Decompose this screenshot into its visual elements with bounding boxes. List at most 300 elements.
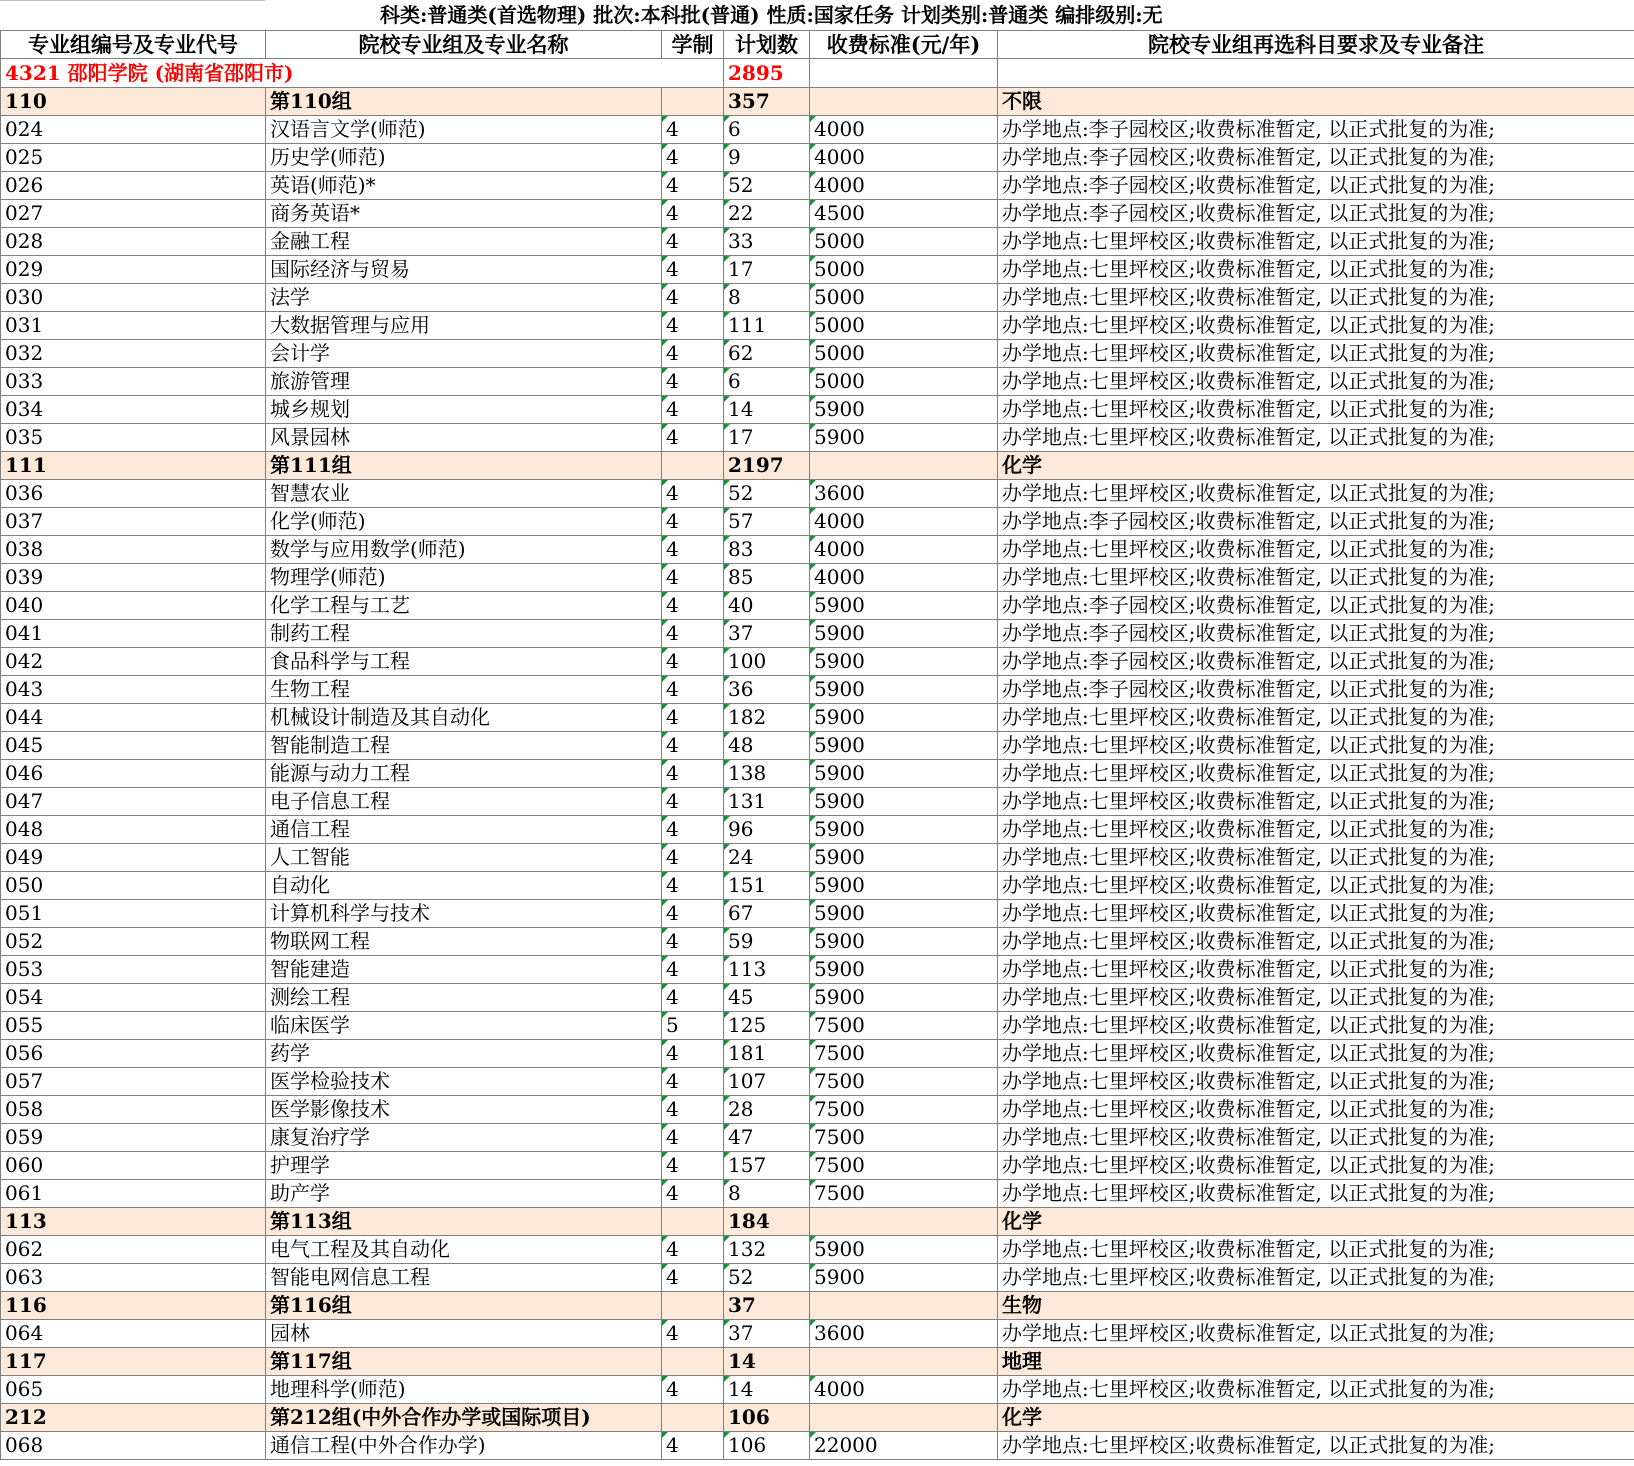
- note-cell[interactable]: 办学地点:七里坪校区;收费标准暂定, 以正式批复的为准;: [998, 872, 1634, 900]
- note-cell[interactable]: 办学地点:七里坪校区;收费标准暂定, 以正式批复的为准;: [998, 1264, 1634, 1292]
- empty-cell[interactable]: [810, 1208, 998, 1236]
- note-cell[interactable]: 办学地点:李子园校区;收费标准暂定, 以正式批复的为准;: [998, 116, 1634, 144]
- major-code-cell[interactable]: 038: [1, 536, 266, 564]
- fee-cell[interactable]: 5900: [810, 620, 998, 648]
- plan-cell[interactable]: 52: [724, 480, 810, 508]
- major-code-cell[interactable]: 049: [1, 844, 266, 872]
- fee-cell[interactable]: 4000: [810, 172, 998, 200]
- plan-cell[interactable]: 85: [724, 564, 810, 592]
- empty-cell[interactable]: [662, 452, 724, 480]
- fee-cell[interactable]: 5900: [810, 760, 998, 788]
- note-cell[interactable]: 办学地点:七里坪校区;收费标准暂定, 以正式批复的为准;: [998, 1376, 1634, 1404]
- group-plan-cell[interactable]: 184: [724, 1208, 810, 1236]
- fee-cell[interactable]: 5000: [810, 256, 998, 284]
- empty-cell[interactable]: [810, 452, 998, 480]
- years-cell[interactable]: 4: [662, 564, 724, 592]
- group-name-cell[interactable]: 第116组: [266, 1292, 662, 1320]
- major-name-cell[interactable]: 智慧农业: [266, 480, 662, 508]
- note-cell[interactable]: 办学地点:七里坪校区;收费标准暂定, 以正式批复的为准;: [998, 1096, 1634, 1124]
- fee-cell[interactable]: 7500: [810, 1068, 998, 1096]
- major-code-cell[interactable]: 052: [1, 928, 266, 956]
- fee-cell[interactable]: 7500: [810, 1124, 998, 1152]
- major-code-cell[interactable]: 028: [1, 228, 266, 256]
- major-code-cell[interactable]: 037: [1, 508, 266, 536]
- major-code-cell[interactable]: 030: [1, 284, 266, 312]
- major-code-cell[interactable]: 039: [1, 564, 266, 592]
- plan-cell[interactable]: 45: [724, 984, 810, 1012]
- note-cell[interactable]: 办学地点:七里坪校区;收费标准暂定, 以正式批复的为准;: [998, 1012, 1634, 1040]
- fee-cell[interactable]: 4000: [810, 116, 998, 144]
- note-cell[interactable]: 办学地点:李子园校区;收费标准暂定, 以正式批复的为准;: [998, 676, 1634, 704]
- note-cell[interactable]: 办学地点:七里坪校区;收费标准暂定, 以正式批复的为准;: [998, 704, 1634, 732]
- group-requirement-cell[interactable]: 化学: [998, 1208, 1634, 1236]
- group-requirement-cell[interactable]: 化学: [998, 452, 1634, 480]
- major-name-cell[interactable]: 地理科学(师范): [266, 1376, 662, 1404]
- note-cell[interactable]: 办学地点:七里坪校区;收费标准暂定, 以正式批复的为准;: [998, 340, 1634, 368]
- plan-cell[interactable]: 6: [724, 368, 810, 396]
- group-plan-cell[interactable]: 37: [724, 1292, 810, 1320]
- header-cell[interactable]: 计划数: [724, 31, 810, 59]
- major-code-cell[interactable]: 059: [1, 1124, 266, 1152]
- note-cell[interactable]: 办学地点:七里坪校区;收费标准暂定, 以正式批复的为准;: [998, 480, 1634, 508]
- years-cell[interactable]: 4: [662, 116, 724, 144]
- note-cell[interactable]: 办学地点:七里坪校区;收费标准暂定, 以正式批复的为准;: [998, 900, 1634, 928]
- fee-cell[interactable]: 5000: [810, 228, 998, 256]
- group-name-cell[interactable]: 第111组: [266, 452, 662, 480]
- fee-cell[interactable]: 5900: [810, 900, 998, 928]
- group-name-cell[interactable]: 第117组: [266, 1348, 662, 1376]
- plan-cell[interactable]: 132: [724, 1236, 810, 1264]
- plan-cell[interactable]: 40: [724, 592, 810, 620]
- major-code-cell[interactable]: 051: [1, 900, 266, 928]
- major-name-cell[interactable]: 历史学(师范): [266, 144, 662, 172]
- group-name-cell[interactable]: 第113组: [266, 1208, 662, 1236]
- major-name-cell[interactable]: 康复治疗学: [266, 1124, 662, 1152]
- major-code-cell[interactable]: 050: [1, 872, 266, 900]
- note-cell[interactable]: 办学地点:七里坪校区;收费标准暂定, 以正式批复的为准;: [998, 760, 1634, 788]
- major-code-cell[interactable]: 047: [1, 788, 266, 816]
- note-cell[interactable]: 办学地点:七里坪校区;收费标准暂定, 以正式批复的为准;: [998, 732, 1634, 760]
- note-cell[interactable]: 办学地点:七里坪校区;收费标准暂定, 以正式批复的为准;: [998, 1432, 1634, 1460]
- years-cell[interactable]: 4: [662, 536, 724, 564]
- fee-cell[interactable]: 4000: [810, 536, 998, 564]
- plan-cell[interactable]: 83: [724, 536, 810, 564]
- years-cell[interactable]: 4: [662, 1180, 724, 1208]
- major-code-cell[interactable]: 046: [1, 760, 266, 788]
- plan-cell[interactable]: 67: [724, 900, 810, 928]
- major-name-cell[interactable]: 医学检验技术: [266, 1068, 662, 1096]
- group-requirement-cell[interactable]: 不限: [998, 88, 1634, 116]
- years-cell[interactable]: 4: [662, 312, 724, 340]
- major-name-cell[interactable]: 计算机科学与技术: [266, 900, 662, 928]
- note-cell[interactable]: 办学地点:七里坪校区;收费标准暂定, 以正式批复的为准;: [998, 816, 1634, 844]
- major-name-cell[interactable]: 物联网工程: [266, 928, 662, 956]
- note-cell[interactable]: 办学地点:七里坪校区;收费标准暂定, 以正式批复的为准;: [998, 928, 1634, 956]
- years-cell[interactable]: 4: [662, 900, 724, 928]
- fee-cell[interactable]: 5000: [810, 368, 998, 396]
- note-cell[interactable]: 办学地点:七里坪校区;收费标准暂定, 以正式批复的为准;: [998, 424, 1634, 452]
- major-code-cell[interactable]: 035: [1, 424, 266, 452]
- years-cell[interactable]: 4: [662, 284, 724, 312]
- major-code-cell[interactable]: 024: [1, 116, 266, 144]
- major-name-cell[interactable]: 数学与应用数学(师范): [266, 536, 662, 564]
- group-requirement-cell[interactable]: 地理: [998, 1348, 1634, 1376]
- fee-cell[interactable]: 5900: [810, 676, 998, 704]
- major-name-cell[interactable]: 商务英语*: [266, 200, 662, 228]
- note-cell[interactable]: 办学地点:七里坪校区;收费标准暂定, 以正式批复的为准;: [998, 956, 1634, 984]
- group-code-cell[interactable]: 110: [1, 88, 266, 116]
- header-cell[interactable]: 院校专业组再选科目要求及专业备注: [998, 31, 1634, 59]
- major-code-cell[interactable]: 055: [1, 1012, 266, 1040]
- major-code-cell[interactable]: 060: [1, 1152, 266, 1180]
- note-cell[interactable]: 办学地点:七里坪校区;收费标准暂定, 以正式批复的为准;: [998, 788, 1634, 816]
- plan-cell[interactable]: 28: [724, 1096, 810, 1124]
- major-name-cell[interactable]: 通信工程(中外合作办学): [266, 1432, 662, 1460]
- major-name-cell[interactable]: 电子信息工程: [266, 788, 662, 816]
- major-name-cell[interactable]: 助产学: [266, 1180, 662, 1208]
- major-code-cell[interactable]: 031: [1, 312, 266, 340]
- major-name-cell[interactable]: 食品科学与工程: [266, 648, 662, 676]
- major-name-cell[interactable]: 智能建造: [266, 956, 662, 984]
- major-name-cell[interactable]: 法学: [266, 284, 662, 312]
- group-code-cell[interactable]: 117: [1, 1348, 266, 1376]
- plan-cell[interactable]: 6: [724, 116, 810, 144]
- header-cell[interactable]: 收费标准(元/年): [810, 31, 998, 59]
- plan-cell[interactable]: 111: [724, 312, 810, 340]
- fee-cell[interactable]: 5000: [810, 340, 998, 368]
- plan-cell[interactable]: 157: [724, 1152, 810, 1180]
- note-cell[interactable]: 办学地点:七里坪校区;收费标准暂定, 以正式批复的为准;: [998, 228, 1634, 256]
- major-code-cell[interactable]: 064: [1, 1320, 266, 1348]
- plan-cell[interactable]: 182: [724, 704, 810, 732]
- plan-cell[interactable]: 47: [724, 1124, 810, 1152]
- fee-cell[interactable]: 5900: [810, 704, 998, 732]
- years-cell[interactable]: 4: [662, 732, 724, 760]
- plan-cell[interactable]: 151: [724, 872, 810, 900]
- major-code-cell[interactable]: 033: [1, 368, 266, 396]
- years-cell[interactable]: 4: [662, 872, 724, 900]
- fee-cell[interactable]: 5900: [810, 424, 998, 452]
- major-name-cell[interactable]: 化学(师范): [266, 508, 662, 536]
- major-code-cell[interactable]: 065: [1, 1376, 266, 1404]
- major-name-cell[interactable]: 测绘工程: [266, 984, 662, 1012]
- major-code-cell[interactable]: 026: [1, 172, 266, 200]
- empty-cell[interactable]: [998, 59, 1634, 88]
- fee-cell[interactable]: 4000: [810, 1376, 998, 1404]
- note-cell[interactable]: 办学地点:七里坪校区;收费标准暂定, 以正式批复的为准;: [998, 368, 1634, 396]
- years-cell[interactable]: 4: [662, 1320, 724, 1348]
- plan-cell[interactable]: 9: [724, 144, 810, 172]
- group-name-cell[interactable]: 第110组: [266, 88, 662, 116]
- years-cell[interactable]: 4: [662, 1432, 724, 1460]
- fee-cell[interactable]: 5900: [810, 984, 998, 1012]
- major-code-cell[interactable]: 058: [1, 1096, 266, 1124]
- note-cell[interactable]: 办学地点:七里坪校区;收费标准暂定, 以正式批复的为准;: [998, 1040, 1634, 1068]
- note-cell[interactable]: 办学地点:李子园校区;收费标准暂定, 以正式批复的为准;: [998, 508, 1634, 536]
- fee-cell[interactable]: 3600: [810, 1320, 998, 1348]
- group-plan-cell[interactable]: 106: [724, 1404, 810, 1432]
- empty-cell[interactable]: [810, 59, 998, 88]
- years-cell[interactable]: 4: [662, 704, 724, 732]
- major-code-cell[interactable]: 062: [1, 1236, 266, 1264]
- empty-cell[interactable]: [810, 1292, 998, 1320]
- fee-cell[interactable]: 4500: [810, 200, 998, 228]
- major-code-cell[interactable]: 029: [1, 256, 266, 284]
- note-cell[interactable]: 办学地点:七里坪校区;收费标准暂定, 以正式批复的为准;: [998, 536, 1634, 564]
- major-name-cell[interactable]: 智能制造工程: [266, 732, 662, 760]
- major-code-cell[interactable]: 027: [1, 200, 266, 228]
- fee-cell[interactable]: 5900: [810, 732, 998, 760]
- years-cell[interactable]: 4: [662, 676, 724, 704]
- plan-cell[interactable]: 14: [724, 396, 810, 424]
- group-code-cell[interactable]: 212: [1, 1404, 266, 1432]
- major-name-cell[interactable]: 机械设计制造及其自动化: [266, 704, 662, 732]
- major-name-cell[interactable]: 会计学: [266, 340, 662, 368]
- plan-cell[interactable]: 113: [724, 956, 810, 984]
- plan-cell[interactable]: 22: [724, 200, 810, 228]
- major-name-cell[interactable]: 化学工程与工艺: [266, 592, 662, 620]
- major-code-cell[interactable]: 025: [1, 144, 266, 172]
- note-cell[interactable]: 办学地点:李子园校区;收费标准暂定, 以正式批复的为准;: [998, 200, 1634, 228]
- years-cell[interactable]: 4: [662, 788, 724, 816]
- major-code-cell[interactable]: 034: [1, 396, 266, 424]
- years-cell[interactable]: 4: [662, 1124, 724, 1152]
- years-cell[interactable]: 4: [662, 200, 724, 228]
- years-cell[interactable]: 4: [662, 844, 724, 872]
- major-code-cell[interactable]: 045: [1, 732, 266, 760]
- header-cell[interactable]: 学制: [662, 31, 724, 59]
- fee-cell[interactable]: 22000: [810, 1432, 998, 1460]
- major-name-cell[interactable]: 医学影像技术: [266, 1096, 662, 1124]
- fee-cell[interactable]: 4000: [810, 564, 998, 592]
- group-code-cell[interactable]: 111: [1, 452, 266, 480]
- major-name-cell[interactable]: 通信工程: [266, 816, 662, 844]
- major-code-cell[interactable]: 068: [1, 1432, 266, 1460]
- plan-cell[interactable]: 37: [724, 1320, 810, 1348]
- plan-cell[interactable]: 24: [724, 844, 810, 872]
- fee-cell[interactable]: 5900: [810, 592, 998, 620]
- major-name-cell[interactable]: 生物工程: [266, 676, 662, 704]
- group-plan-cell[interactable]: 2197: [724, 452, 810, 480]
- note-cell[interactable]: 办学地点:七里坪校区;收费标准暂定, 以正式批复的为准;: [998, 1320, 1634, 1348]
- years-cell[interactable]: 4: [662, 1152, 724, 1180]
- years-cell[interactable]: 4: [662, 396, 724, 424]
- fee-cell[interactable]: 7500: [810, 1152, 998, 1180]
- years-cell[interactable]: 4: [662, 928, 724, 956]
- major-name-cell[interactable]: 金融工程: [266, 228, 662, 256]
- note-cell[interactable]: 办学地点:李子园校区;收费标准暂定, 以正式批复的为准;: [998, 172, 1634, 200]
- note-cell[interactable]: 办学地点:李子园校区;收费标准暂定, 以正式批复的为准;: [998, 648, 1634, 676]
- fee-cell[interactable]: 5900: [810, 648, 998, 676]
- header-cell[interactable]: 院校专业组及专业名称: [266, 31, 662, 59]
- fee-cell[interactable]: 7500: [810, 1180, 998, 1208]
- plan-cell[interactable]: 52: [724, 172, 810, 200]
- major-name-cell[interactable]: 临床医学: [266, 1012, 662, 1040]
- major-name-cell[interactable]: 大数据管理与应用: [266, 312, 662, 340]
- plan-cell[interactable]: 107: [724, 1068, 810, 1096]
- major-code-cell[interactable]: 040: [1, 592, 266, 620]
- fee-cell[interactable]: 4000: [810, 508, 998, 536]
- plan-cell[interactable]: 96: [724, 816, 810, 844]
- years-cell[interactable]: 4: [662, 172, 724, 200]
- note-cell[interactable]: 办学地点:七里坪校区;收费标准暂定, 以正式批复的为准;: [998, 1180, 1634, 1208]
- header-cell[interactable]: 专业组编号及专业代号: [1, 31, 266, 59]
- years-cell[interactable]: 4: [662, 1236, 724, 1264]
- plan-cell[interactable]: 14: [724, 1376, 810, 1404]
- fee-cell[interactable]: 4000: [810, 144, 998, 172]
- major-name-cell[interactable]: 能源与动力工程: [266, 760, 662, 788]
- major-code-cell[interactable]: 048: [1, 816, 266, 844]
- fee-cell[interactable]: 5900: [810, 788, 998, 816]
- note-cell[interactable]: 办学地点:七里坪校区;收费标准暂定, 以正式批复的为准;: [998, 396, 1634, 424]
- plan-cell[interactable]: 181: [724, 1040, 810, 1068]
- years-cell[interactable]: 4: [662, 592, 724, 620]
- major-name-cell[interactable]: 智能电网信息工程: [266, 1264, 662, 1292]
- years-cell[interactable]: 4: [662, 620, 724, 648]
- years-cell[interactable]: 4: [662, 1376, 724, 1404]
- years-cell[interactable]: 4: [662, 816, 724, 844]
- fee-cell[interactable]: 7500: [810, 1040, 998, 1068]
- years-cell[interactable]: 4: [662, 424, 724, 452]
- plan-cell[interactable]: 17: [724, 256, 810, 284]
- years-cell[interactable]: 4: [662, 956, 724, 984]
- major-code-cell[interactable]: 053: [1, 956, 266, 984]
- group-name-cell[interactable]: 第212组(中外合作办学或国际项目): [266, 1404, 662, 1432]
- note-cell[interactable]: 办学地点:七里坪校区;收费标准暂定, 以正式批复的为准;: [998, 1124, 1634, 1152]
- note-cell[interactable]: 办学地点:李子园校区;收费标准暂定, 以正式批复的为准;: [998, 144, 1634, 172]
- major-code-cell[interactable]: 061: [1, 1180, 266, 1208]
- group-plan-cell[interactable]: 357: [724, 88, 810, 116]
- school-plan-cell[interactable]: 2895: [724, 59, 810, 88]
- plan-cell[interactable]: 131: [724, 788, 810, 816]
- major-name-cell[interactable]: 自动化: [266, 872, 662, 900]
- plan-cell[interactable]: 52: [724, 1264, 810, 1292]
- fee-cell[interactable]: 5900: [810, 956, 998, 984]
- major-code-cell[interactable]: 042: [1, 648, 266, 676]
- empty-cell[interactable]: [662, 1404, 724, 1432]
- fee-cell[interactable]: 5000: [810, 312, 998, 340]
- group-plan-cell[interactable]: 14: [724, 1348, 810, 1376]
- note-cell[interactable]: 办学地点:李子园校区;收费标准暂定, 以正式批复的为准;: [998, 620, 1634, 648]
- plan-cell[interactable]: 8: [724, 284, 810, 312]
- note-cell[interactable]: 办学地点:七里坪校区;收费标准暂定, 以正式批复的为准;: [998, 984, 1634, 1012]
- empty-cell[interactable]: [662, 1348, 724, 1376]
- major-name-cell[interactable]: 药学: [266, 1040, 662, 1068]
- plan-cell[interactable]: 106: [724, 1432, 810, 1460]
- years-cell[interactable]: 4: [662, 1040, 724, 1068]
- major-code-cell[interactable]: 054: [1, 984, 266, 1012]
- major-code-cell[interactable]: 043: [1, 676, 266, 704]
- years-cell[interactable]: 4: [662, 480, 724, 508]
- major-name-cell[interactable]: 汉语言文学(师范): [266, 116, 662, 144]
- major-name-cell[interactable]: 制药工程: [266, 620, 662, 648]
- plan-cell[interactable]: 100: [724, 648, 810, 676]
- major-code-cell[interactable]: 032: [1, 340, 266, 368]
- years-cell[interactable]: 4: [662, 648, 724, 676]
- years-cell[interactable]: 4: [662, 508, 724, 536]
- plan-cell[interactable]: 59: [724, 928, 810, 956]
- note-cell[interactable]: 办学地点:七里坪校区;收费标准暂定, 以正式批复的为准;: [998, 564, 1634, 592]
- years-cell[interactable]: 4: [662, 340, 724, 368]
- plan-cell[interactable]: 17: [724, 424, 810, 452]
- years-cell[interactable]: 4: [662, 144, 724, 172]
- plan-cell[interactable]: 138: [724, 760, 810, 788]
- plan-cell[interactable]: 48: [724, 732, 810, 760]
- empty-cell[interactable]: [662, 1292, 724, 1320]
- group-requirement-cell[interactable]: 化学: [998, 1404, 1634, 1432]
- note-cell[interactable]: 办学地点:七里坪校区;收费标准暂定, 以正式批复的为准;: [998, 1068, 1634, 1096]
- fee-cell[interactable]: 5900: [810, 872, 998, 900]
- fee-cell[interactable]: 7500: [810, 1096, 998, 1124]
- note-cell[interactable]: 办学地点:七里坪校区;收费标准暂定, 以正式批复的为准;: [998, 844, 1634, 872]
- fee-cell[interactable]: 5900: [810, 928, 998, 956]
- school-name-cell[interactable]: 4321 邵阳学院 (湖南省邵阳市): [1, 59, 724, 88]
- plan-cell[interactable]: 33: [724, 228, 810, 256]
- years-cell[interactable]: 4: [662, 1264, 724, 1292]
- years-cell[interactable]: 4: [662, 984, 724, 1012]
- note-cell[interactable]: 办学地点:七里坪校区;收费标准暂定, 以正式批复的为准;: [998, 256, 1634, 284]
- note-cell[interactable]: 办学地点:李子园校区;收费标准暂定, 以正式批复的为准;: [998, 592, 1634, 620]
- major-code-cell[interactable]: 063: [1, 1264, 266, 1292]
- major-code-cell[interactable]: 056: [1, 1040, 266, 1068]
- major-name-cell[interactable]: 风景园林: [266, 424, 662, 452]
- major-name-cell[interactable]: 护理学: [266, 1152, 662, 1180]
- fee-cell[interactable]: 3600: [810, 480, 998, 508]
- group-code-cell[interactable]: 116: [1, 1292, 266, 1320]
- note-cell[interactable]: 办学地点:七里坪校区;收费标准暂定, 以正式批复的为准;: [998, 1236, 1634, 1264]
- fee-cell[interactable]: 7500: [810, 1012, 998, 1040]
- group-code-cell[interactable]: 113: [1, 1208, 266, 1236]
- major-code-cell[interactable]: 057: [1, 1068, 266, 1096]
- years-cell[interactable]: 4: [662, 256, 724, 284]
- major-name-cell[interactable]: 人工智能: [266, 844, 662, 872]
- empty-cell[interactable]: [662, 88, 724, 116]
- plan-cell[interactable]: 57: [724, 508, 810, 536]
- major-name-cell[interactable]: 物理学(师范): [266, 564, 662, 592]
- years-cell[interactable]: 4: [662, 368, 724, 396]
- empty-cell[interactable]: [810, 1404, 998, 1432]
- group-requirement-cell[interactable]: 生物: [998, 1292, 1634, 1320]
- major-name-cell[interactable]: 园林: [266, 1320, 662, 1348]
- plan-cell[interactable]: 62: [724, 340, 810, 368]
- years-cell[interactable]: 5: [662, 1012, 724, 1040]
- years-cell[interactable]: 4: [662, 228, 724, 256]
- empty-cell[interactable]: [810, 88, 998, 116]
- major-name-cell[interactable]: 旅游管理: [266, 368, 662, 396]
- fee-cell[interactable]: 5000: [810, 284, 998, 312]
- plan-cell[interactable]: 37: [724, 620, 810, 648]
- empty-cell[interactable]: [810, 1348, 998, 1376]
- fee-cell[interactable]: 5900: [810, 1236, 998, 1264]
- note-cell[interactable]: 办学地点:七里坪校区;收费标准暂定, 以正式批复的为准;: [998, 284, 1634, 312]
- note-cell[interactable]: 办学地点:七里坪校区;收费标准暂定, 以正式批复的为准;: [998, 1152, 1634, 1180]
- major-name-cell[interactable]: 英语(师范)*: [266, 172, 662, 200]
- major-name-cell[interactable]: 城乡规划: [266, 396, 662, 424]
- plan-cell[interactable]: 125: [724, 1012, 810, 1040]
- fee-cell[interactable]: 5900: [810, 816, 998, 844]
- major-code-cell[interactable]: 036: [1, 480, 266, 508]
- major-name-cell[interactable]: 国际经济与贸易: [266, 256, 662, 284]
- years-cell[interactable]: 4: [662, 760, 724, 788]
- years-cell[interactable]: 4: [662, 1096, 724, 1124]
- empty-cell[interactable]: [662, 1208, 724, 1236]
- note-cell[interactable]: 办学地点:七里坪校区;收费标准暂定, 以正式批复的为准;: [998, 312, 1634, 340]
- fee-cell[interactable]: 5900: [810, 1264, 998, 1292]
- major-name-cell[interactable]: 电气工程及其自动化: [266, 1236, 662, 1264]
- years-cell[interactable]: 4: [662, 1068, 724, 1096]
- fee-cell[interactable]: 5900: [810, 396, 998, 424]
- plan-cell[interactable]: 36: [724, 676, 810, 704]
